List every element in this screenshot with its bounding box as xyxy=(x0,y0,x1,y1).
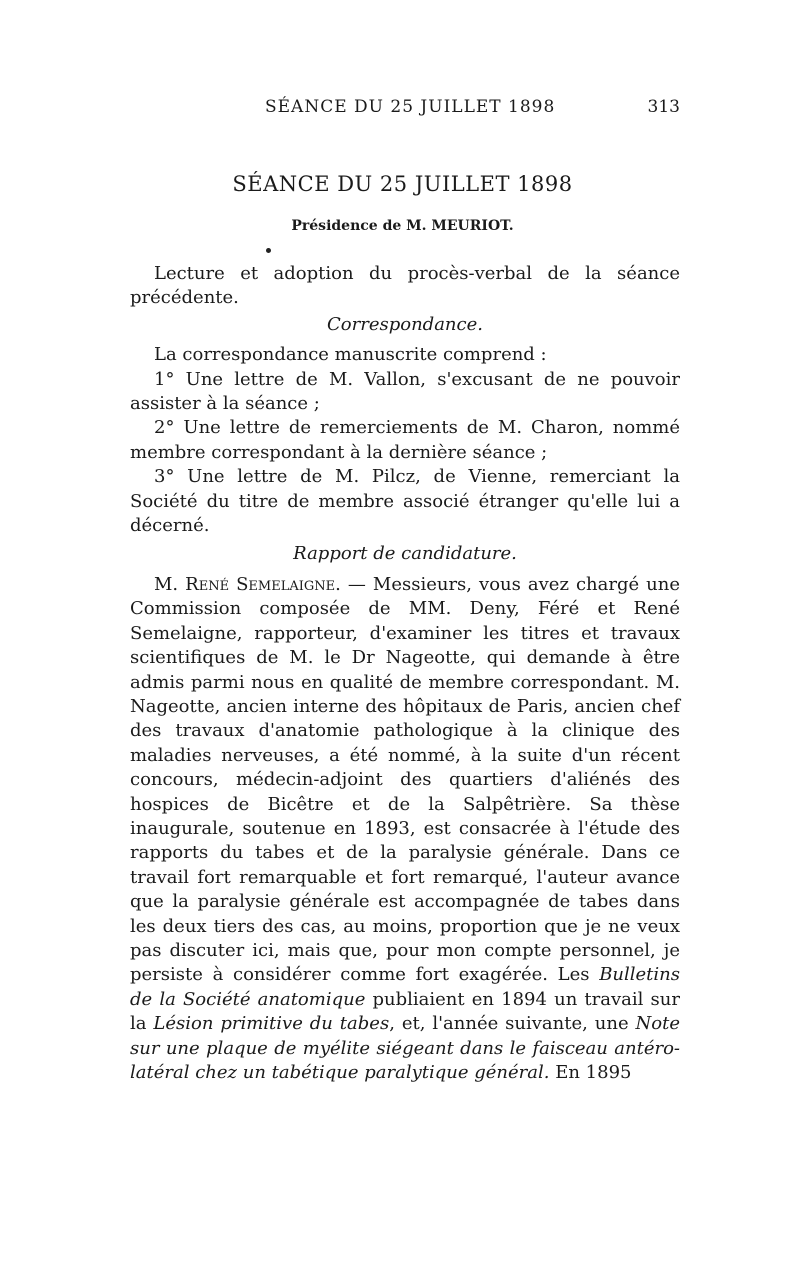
page-number: 313 xyxy=(647,97,680,117)
rapport-text-3: , et, l'année suivante, une xyxy=(389,1013,636,1035)
correspondence-intro: La correspondance manuscrite comprend : xyxy=(154,344,547,366)
speaker-name: M. René Semelaigne. xyxy=(154,573,341,595)
rapport-text-1: — Messieurs, vous avez chargé une Commission composée de MM. Deny, Féré et René Semelaigne, rapporteur, d'examiner les titres et travaux scientifiques de M. le Dr Nageotte, qui demande à être admis parmi nous en qualité de membre correspondant. M. Nageotte, ancien interne des hôpitaux de Paris, ancien chef des travaux d'anatomie pathologique à la clinique des maladies nerveuses, a été nommé, à la suite d'un récent concours, médecin-adjoint des quartiers d'aliénés des hospices de Bicêtre et de la Salpêtrière. Sa thèse inaugurale, soutenue en 1893, est consacrée à l'étude des rapports du tabes et de la paralysie générale. Dans ce travail fort remarquable et fort remarqué, l'auteur avance que la paralysie générale est accompagnée de tabes dans les deux tiers des cas, au moins, proportion que je ne veux pas discuter ici, mais que, pour mon compte personnel, je persiste à considérer comme fort exagérée. Les xyxy=(130,573,680,986)
letter-item-1: 1° Une lettre de M. Vallon, s'excusant de ne pouvoir assister à la séance ; xyxy=(130,368,680,415)
section-heading-rapport: Rapport de candidature. xyxy=(293,543,517,565)
running-title: SÉANCE DU 25 JUILLET 1898 xyxy=(265,97,556,117)
presidency-line: Présidence de M. MEURIOT. xyxy=(291,218,514,234)
section-heading-correspondance: Correspondance. xyxy=(327,313,483,335)
body-text xyxy=(130,262,680,1085)
minutes-paragraph: Lecture et adoption du procès-verbal de la séance précédente. xyxy=(130,263,680,309)
printer-mark xyxy=(266,248,271,253)
rapport-italic-2: Lésion primitive du tabes xyxy=(153,1013,390,1035)
rapport-italic-1: Bulletins de la Société anatomique xyxy=(130,964,680,1010)
rapport-text-2: publiaient en 1894 un travail sur la xyxy=(130,988,680,1035)
session-title: SÉANCE DU 25 JUILLET 1898 xyxy=(232,172,573,196)
rapport-text-4: En 1895 xyxy=(549,1062,632,1083)
letter-item-3: 3° Une lettre de M. Pilcz, de Vienne, remerciant la Société du titre de membre associé étranger qu'elle lui a décerné. xyxy=(130,466,680,537)
rapport-italic-3: Note sur une plaque de myélite siégeant dans le faisceau antéro-latéral chez un tabétique paralytique général. xyxy=(130,1013,680,1083)
letter-item-2: 2° Une lettre de remerciements de M. Charon, nommé membre correspondant à la dernière séance ; xyxy=(130,417,680,463)
rapport-paragraph xyxy=(130,573,680,1086)
running-head xyxy=(125,97,680,123)
